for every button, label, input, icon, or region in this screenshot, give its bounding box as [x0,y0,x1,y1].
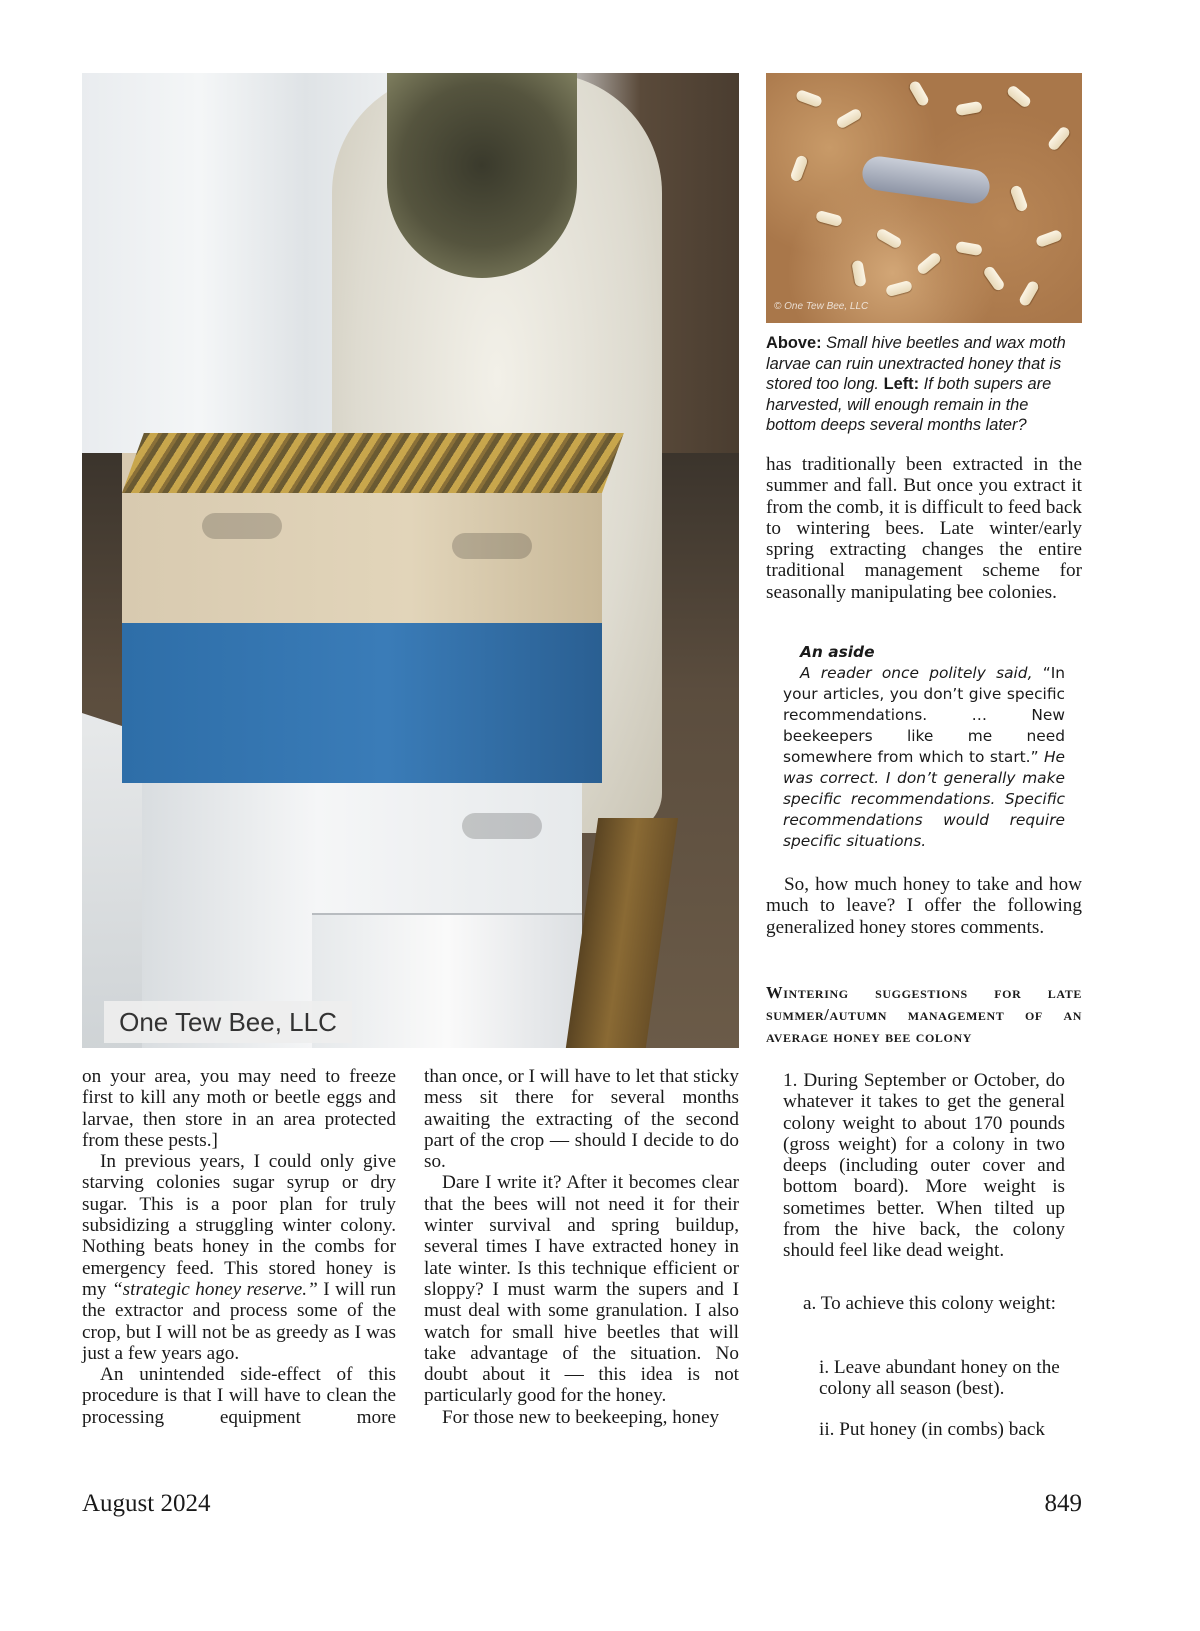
caption-text-left: If both supers are harvested, will enough remain in the bottom deeps several months later? [766,375,1052,435]
emphasis: “strategic honey reserve.” [111,1278,318,1300]
paragraph: So, how much honey to take and how much to leave? I offer the following generalized honey stores comments. [766,874,1082,938]
paragraph: than once, or I will have to let that sticky mess sit there for several months awaiting the extracting of the second part of the crop — should I decide to do so. [424,1066,739,1173]
larvae-photo [766,73,1082,323]
aside-text: A reader once politely said, [800,664,1033,682]
body-column-3-top [766,454,1082,603]
aside-quote: “In your articles, you don’t give specific recommendations. … New beekeepers like me need somewhere from which to start.” [783,664,1065,766]
larva [916,251,943,276]
paragraph: An unintended side-effect of this procedure is that I will have to clean the processing equipment more [82,1364,396,1428]
beekeeper-veil [387,73,577,278]
hand-hold [462,813,542,839]
hand-hold [202,513,282,539]
paragraph-text: In previous years, I could only give starving colonies sugar syrup or dry sugar. This is a poor plan for truly subsidizing a struggling winter colony. Nothing beats honey in the combs for emergency feed. This stored honey is my [82,1151,396,1300]
larva [1035,229,1063,248]
page-number: 849 [1044,1490,1082,1517]
larva [851,260,866,288]
caption-label-left: Left: [883,375,920,394]
wax-moth-larva [860,154,991,205]
hive-photo [82,73,739,1048]
photo-credit-small: © One Tew Bee, LLC [774,301,869,312]
aside-body [783,663,1065,852]
larva [835,107,863,130]
larva [1046,125,1071,152]
caption-text-above: Small hive beetles and wax moth larvae can ruin unextracted honey that is stored too long. [766,334,1066,394]
larva [789,154,808,182]
paragraph: Dare I write it? After it becomes clear that the bees will not need it for their winter survival and spring buildup, several times I have extracted honey in late winter. Is this technique efficient or sloppy? I must warm the supers and I must deal with some granulation. I also watch for small hive beetles that will take advantage of the situation. No doubt about it — this idea is not particularly good for the honey. [424,1172,739,1407]
caption-label-above: Above: [766,334,822,352]
paragraph-text: I will run the extractor and process some of the crop, but I will not be as greedy as I was just a few years ago. [82,1278,396,1364]
list-item: 1. During September or October, do whatever it takes to get the general colony weight to about 170 pounds (gross weight) for a colony in two deeps (including outer cover and bottom board). More weight is sometimes better. When tilted up from the hive back, the colony should feel like dead weight. [783,1070,1065,1262]
photo-credit: One Tew Bee, LLC [104,1001,352,1043]
footer-date: August 2024 [82,1490,211,1517]
larva [1006,84,1033,109]
aside-text: He was correct. I don’t generally make specific recommendations. Specific recommendations would require specific situations. [783,748,1065,850]
photo-caption [766,333,1082,436]
paragraph [82,1151,396,1364]
paragraph: has traditionally been extracted in the summer and fall. But once you extract it from the comb, it is difficult to feed back to wintering bees. Late winter/early spring extracting changes the entire traditional management scheme for seasonally manipulating bee colonies. [766,454,1082,603]
list-item: a. To achieve this colony weight: [803,1293,1057,1314]
hive-frames [122,433,624,493]
larva [795,89,823,108]
larva [908,79,931,107]
hive-deep-lower [312,913,582,1048]
aside-title: An aside [800,643,875,661]
hive-super-blue [122,623,602,783]
body-column-3-middle [766,874,1082,938]
larva [1009,184,1028,212]
list-item: i. Leave abundant honey on the colony all season (best). [819,1357,1060,1400]
larva [1018,279,1041,307]
larva [875,227,903,250]
larva [955,101,983,116]
larva [885,280,913,297]
paragraph: on your area, you may need to freeze first to kill any moth or beetle eggs and larvae, then store in an area protected from these pests.] [82,1066,396,1151]
aside-box [783,642,1065,852]
hand-hold [452,533,532,559]
paragraph: For those new to beekeeping, honey [442,1406,720,1428]
list-item: ii. Put honey (in combs) back [819,1419,1045,1440]
larva [982,265,1006,293]
larva [815,210,843,227]
body-column-2 [424,1066,739,1428]
larva [955,241,983,256]
section-heading: Wintering suggestions for late summer/autumn management of an average honey bee colony [766,983,1082,1046]
body-column-1 [82,1066,396,1428]
